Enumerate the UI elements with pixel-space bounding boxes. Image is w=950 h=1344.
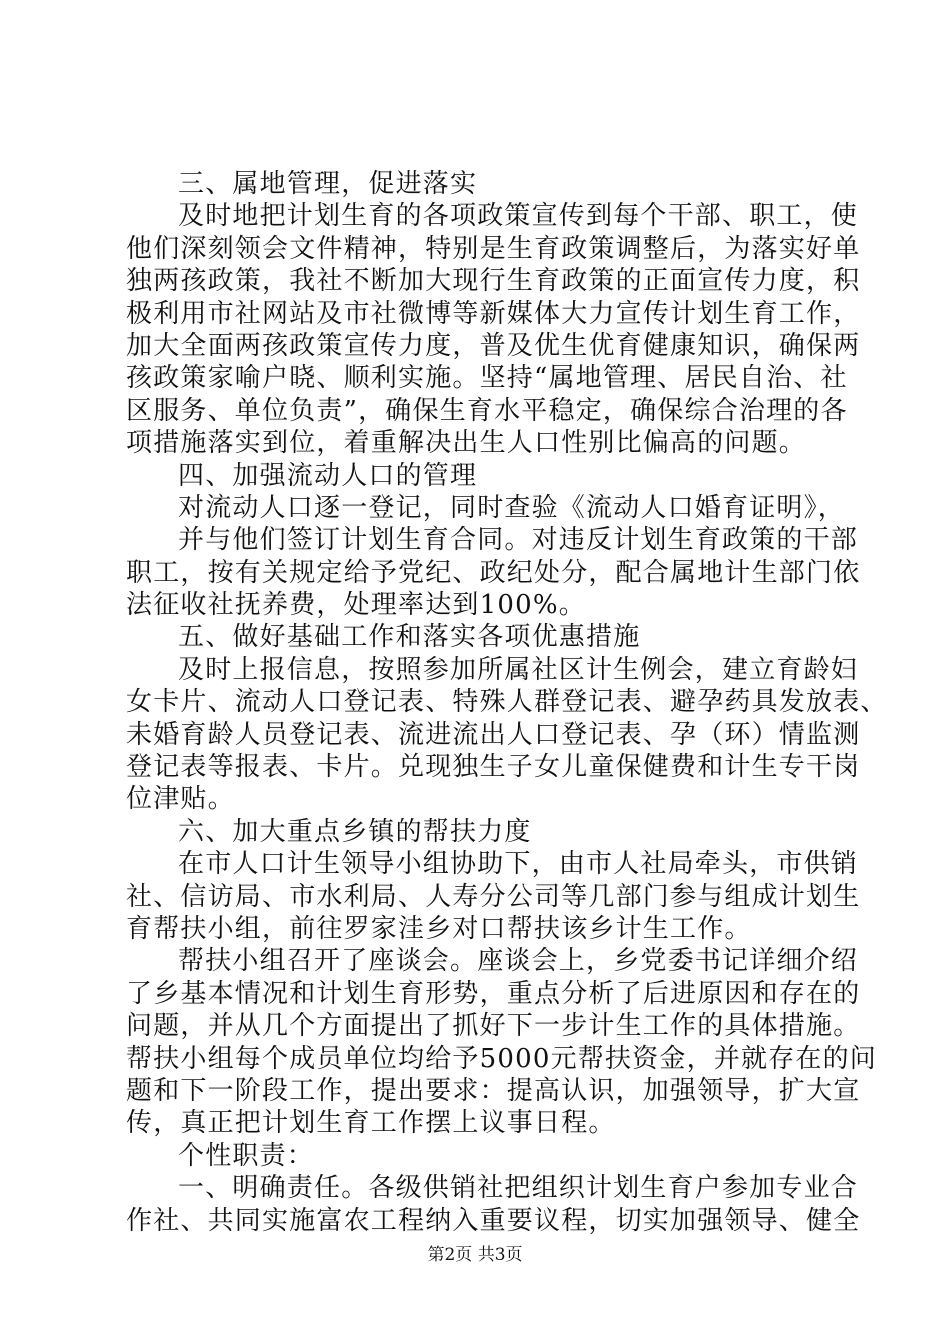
- section-heading: 个性职责：: [178, 1140, 315, 1171]
- text-line: 社、信访局、市水利局、人寿分公司等几部门参与组成计划生: [126, 881, 861, 912]
- text-line: 作社、共同实施富农工程纳入重要议程，切实加强领导、健全: [126, 1205, 861, 1236]
- text-line: 及时上报信息，按照参加所属社区计生例会，建立育龄妇: [178, 654, 859, 685]
- section-heading: 三、属地管理，促进落实: [178, 169, 478, 199]
- text-line: 帮扶小组召开了座谈会。座谈会上，乡党委书记详细介绍: [178, 946, 859, 977]
- text-line: 及时地把计划生育的各项政策宣传到每个干部、职工，使: [178, 201, 859, 232]
- text-line: 在市人口计生领导小组协助下，由市人社局牵头，市供销: [178, 849, 859, 880]
- text-line: 加大全面两孩政策宣传力度，普及优生优育健康知识，确保两: [126, 330, 861, 361]
- section-heading: 四、加强流动人口的管理: [178, 460, 478, 491]
- text-line: 传，真正把计划生育工作摆上议事日程。: [126, 1108, 616, 1139]
- text-line: 法征收社抚养费，处理率达到100%。: [126, 590, 586, 621]
- text-line: 育帮扶小组，前往罗家洼乡对口帮扶该乡计生工作。: [126, 913, 752, 944]
- section-heading: 五、做好基础工作和落实各项优惠措施: [178, 622, 641, 653]
- text-line: 职工，按有关规定给予党纪、政纪处分，配合属地计生部门依: [126, 557, 861, 588]
- text-line: 他们深刻领会文件精神，特别是生育政策调整后，为落实好单: [126, 233, 861, 264]
- text-line: 帮扶小组每个成员单位均给予5000元帮扶资金，并就存在的问: [126, 1043, 877, 1074]
- page-footer: 第2页 共3页: [427, 1245, 523, 1265]
- text-line: 对流动人口逐一登记，同时查验《流动人口婚育证明》，: [178, 492, 846, 523]
- text-line: 一、明确责任。各级供销社把组织计划生育户参加专业合: [178, 1173, 859, 1204]
- text-line: 项措施落实到位，着重解决出生人口性别比偏高的问题。: [126, 428, 807, 459]
- text-line: 极利用市社网站及市社微博等新媒体大力宣传计划生育工作，: [126, 298, 861, 329]
- text-line: 登记表等报表、卡片。兑现独生子女儿童保健费和计生专干岗: [126, 752, 861, 783]
- text-line: 题和下一阶段工作，提出要求：提高认识，加强领导，扩大宣: [126, 1075, 861, 1106]
- document-body: [126, 168, 888, 1237]
- text-line: 女卡片、流动人口登记表、特殊人群登记表、避孕药具发放表、: [126, 687, 888, 718]
- text-line: 独两孩政策，我社不断加大现行生育政策的正面宣传力度，积: [126, 266, 861, 297]
- text-line: 位津贴。: [126, 784, 235, 815]
- text-line: 未婚育龄人员登记表、流进流出人口登记表、孕（环）情监测: [126, 719, 861, 750]
- section-heading: 六、加大重点乡镇的帮扶力度: [178, 816, 532, 847]
- text-line: 孩政策家喻户晓、顺利实施。坚持“属地管理、居民自治、社: [126, 363, 848, 394]
- text-line: 并与他们签订计划生育合同。对违反计划生育政策的干部: [178, 525, 859, 556]
- text-line: 问题，并从几个方面提出了抓好下一步计生工作的具体措施。: [126, 1011, 861, 1042]
- text-line: 了乡基本情况和计划生育形势，重点分析了后进原因和存在的: [126, 978, 861, 1009]
- text-line: 区服务、单位负责”，确保生育水平稳定，确保综合治理的各: [126, 395, 848, 426]
